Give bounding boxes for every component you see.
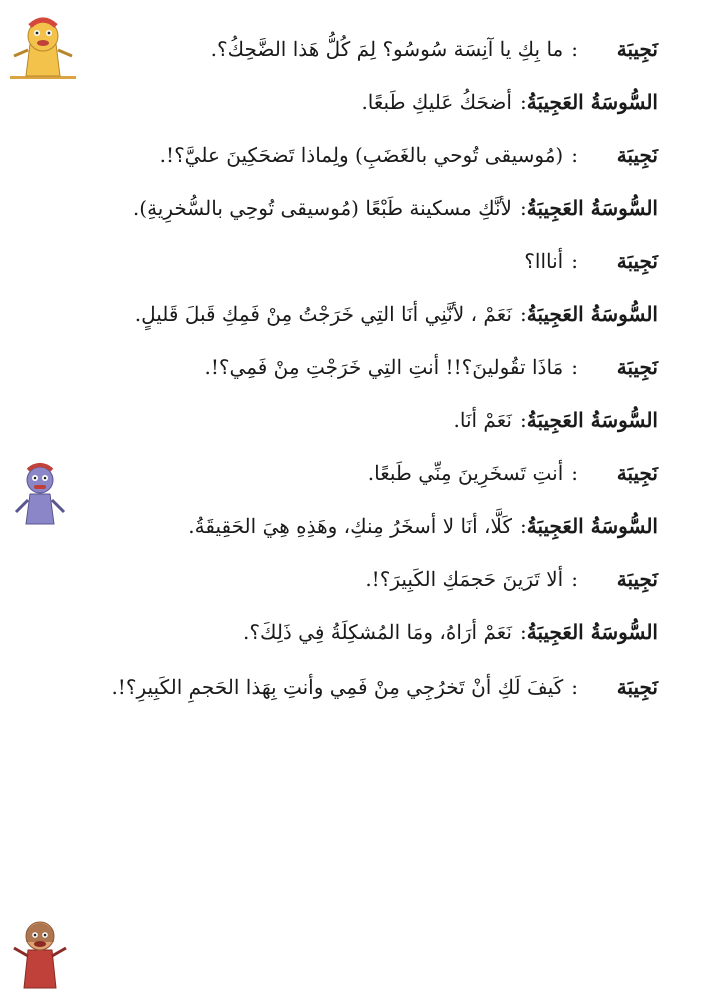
speaker-sousa: السُّوسَةُ العَجِيبَةُ: [526, 620, 658, 644]
speech-text: لأنَّكِ مسكينة طَبْعًا (مُوسيقى تُوحِي بالسُّخرِيةِ).: [132, 196, 512, 220]
colon: :: [571, 675, 578, 699]
colon: :: [571, 567, 578, 591]
speaker-sousa: السُّوسَةُ العَجِيبَةُ: [526, 90, 658, 114]
colon: :: [571, 461, 578, 485]
colon: :: [571, 249, 578, 273]
speaker-najiba: نَجِيبَة: [616, 461, 658, 485]
dialogue-line: [80, 87, 658, 117]
speaker-najiba: نَجِيبَة: [616, 143, 658, 167]
dialogue-line: [80, 617, 658, 647]
dialogue-line: [80, 670, 658, 704]
dialogue-line: [80, 352, 658, 382]
speech-text: نَعَمْ أنَا.: [453, 408, 512, 432]
speaker-sousa: السُّوسَةُ العَجِيبَةُ: [526, 408, 658, 432]
dialogue-line: [80, 458, 658, 488]
speaker-najiba: نَجِيبَة: [616, 355, 658, 379]
speech-text: ما بِكِ يا آنِسَة سُوسُو؟ لِمَ كُلُّ هَذا الضَّحِكُ؟.: [210, 37, 564, 61]
colon: :: [571, 143, 578, 167]
yellow-puppet-icon: [8, 12, 78, 82]
speaker-najiba: نَجِيبَة: [616, 37, 658, 61]
dialogue: [80, 34, 658, 704]
red-puppet-icon: [10, 912, 70, 992]
speech-text: (مُوسيقى تُوحي بالغَضَبِ) ولِماذا تَضحَكِينَ عليَّ؟!.: [159, 143, 564, 167]
speaker-sousa: السُّوسَةُ العَجِيبَةُ: [526, 196, 658, 220]
colon: :: [519, 196, 527, 220]
speaker-najiba: نَجِيبَة: [616, 249, 658, 273]
speech-text: أنتِ تَسخَرِينَ مِنِّي طَبعًا.: [367, 461, 564, 485]
speaker-sousa: السُّوسَةُ العَجِيبَةُ: [526, 514, 658, 538]
speech-text: أنااا؟: [524, 249, 564, 273]
colon: :: [519, 408, 527, 432]
speech-text: كَيفَ لَكِ أنْ تَخرُجِي مِنْ فَمِي وأنتِ بِهَذا الحَجمِ الكَبِيرِ؟!.: [111, 675, 564, 699]
dialogue-line: [80, 405, 658, 435]
colon: :: [519, 514, 527, 538]
dialogue-line: [80, 34, 658, 64]
colon: :: [519, 90, 527, 114]
speech-text: نَعَمْ ، لأنَّنِي أنَا التِي خَرَجْتُ مِنْ فَمِكِ قَبلَ قَليلٍ.: [134, 302, 512, 326]
purple-puppet-icon: [12, 460, 68, 528]
speaker-najiba: نَجِيبَة: [616, 675, 658, 699]
speaker-najiba: نَجِيبَة: [616, 567, 658, 591]
colon: :: [519, 302, 527, 326]
speech-text: نَعَمْ أرَاهُ، ومَا المُشكِلَةُ فِي ذَلِكَ؟.: [242, 620, 512, 644]
dialogue-line: [80, 511, 658, 541]
dialogue-line: [80, 193, 658, 223]
colon: :: [571, 355, 578, 379]
dialogue-line: [80, 564, 658, 594]
speech-text: ألا تَرَينَ حَجمَكِ الكَبِيرَ؟!.: [365, 567, 564, 591]
colon: :: [519, 620, 527, 644]
speech-text: كَلَّا، أنَا لا أسخَرُ مِنكِ، وهَذِهِ هِيَ الحَقِيقَةُ.: [188, 514, 512, 538]
speaker-sousa: السُّوسَةُ العَجِيبَةُ: [526, 302, 658, 326]
dialogue-line: [80, 140, 658, 170]
colon: :: [571, 37, 578, 61]
dialogue-line: [80, 246, 658, 276]
speech-text: أضحَكُ عَليكِ طَبعًا.: [361, 90, 512, 114]
speech-text: مَاذَا تقُولينَ؟!! أنتِ التِي خَرَجْتِ مِنْ فَمِي؟!.: [204, 355, 564, 379]
dialogue-line: [80, 299, 658, 329]
